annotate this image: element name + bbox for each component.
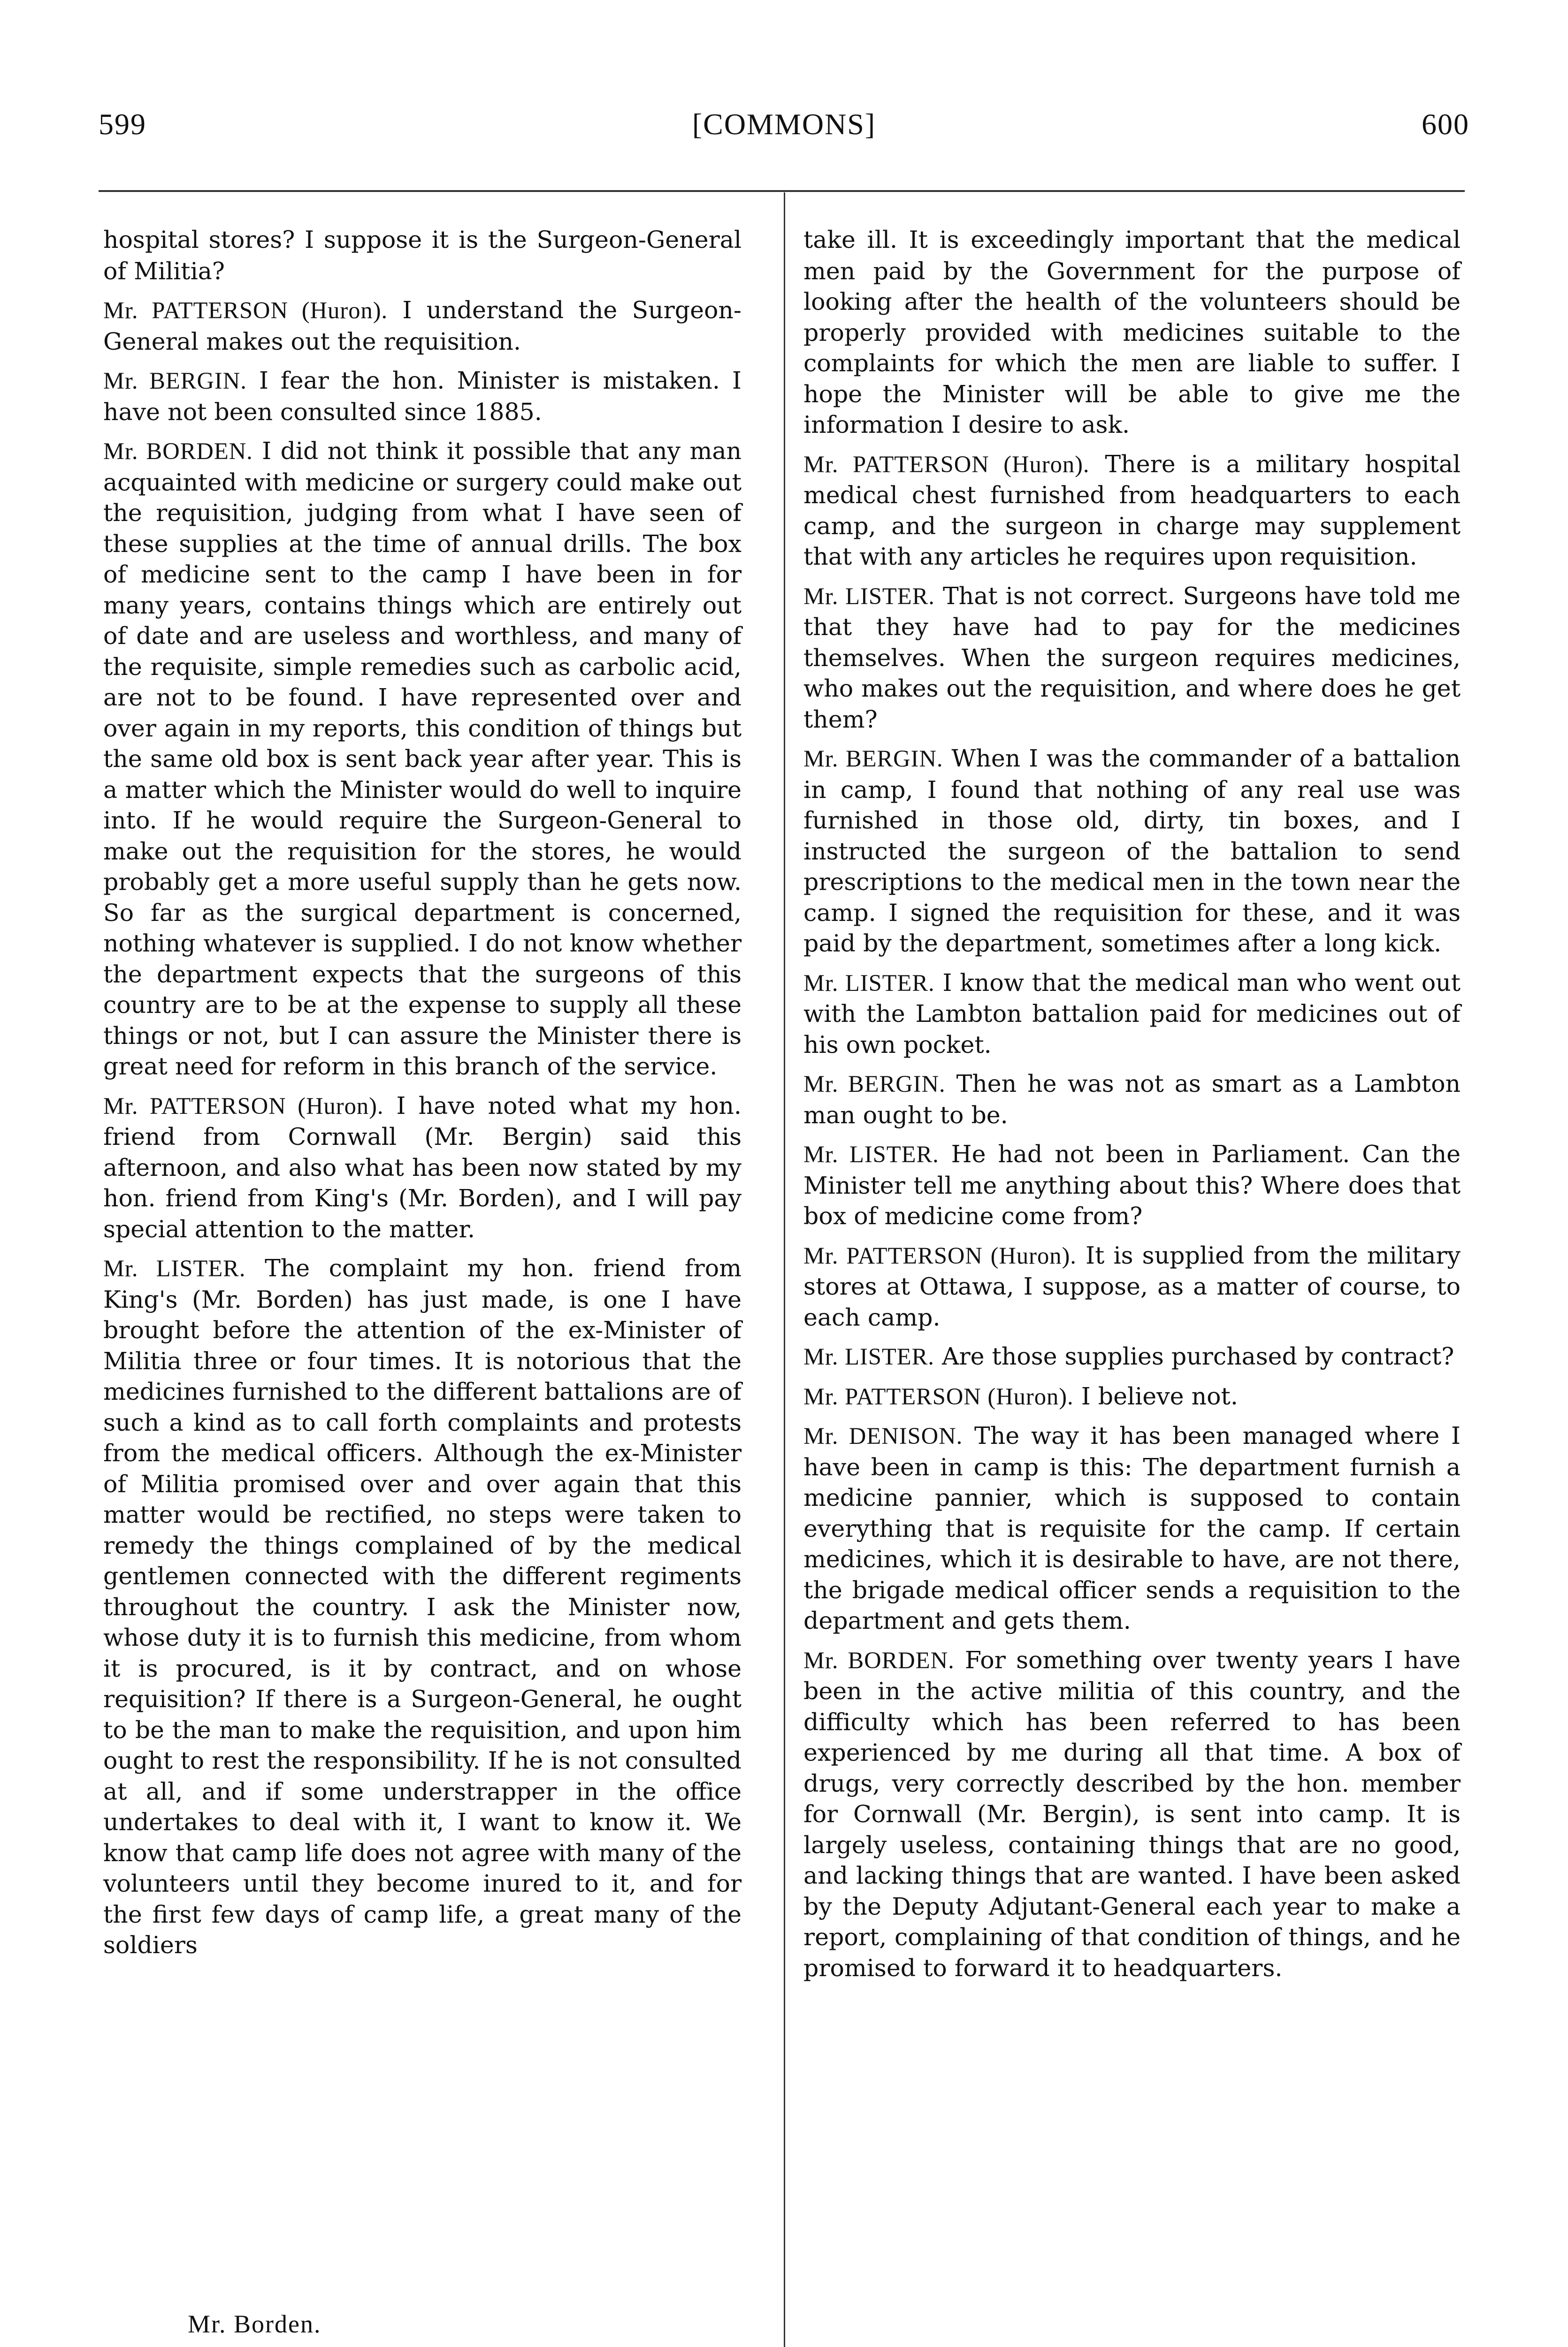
header-rule	[99, 190, 1465, 192]
paragraph-text: For something over twenty years I have been in the active militia of this country, and the difficulty which has been referred to has been experienced by me during all that time. A box of drugs, very correctly described by the hon. member for Cornwall (Mr. Bergin), is sent into camp. It is largely useless, containing things that are no good, and lacking things that are wanted. I have been asked by the Deputy Adjutant-General each year to make a report, complaining of that condition of things, and he promised to forward it to headquarters.	[803, 1646, 1461, 1982]
paragraph	[103, 436, 742, 1082]
paragraph-text: It is supplied from the military stores at Ottawa, I suppose, as a matter of course, to each camp.	[803, 1241, 1461, 1331]
paragraph-text: I believe not.	[1073, 1382, 1238, 1410]
speaker-name: Mr. PATTERSON (Huron).	[103, 297, 388, 323]
right-column	[803, 224, 1461, 1992]
page-number-right: 600	[1422, 107, 1469, 141]
paragraph	[103, 295, 742, 357]
speaker-name: Mr. BERGIN.	[803, 1071, 946, 1097]
paragraph-text: There is a military hospital medical chest furnished from headquarters to each camp, and the surgeon in charge may supplement that with any articles he requires upon requisition.	[803, 450, 1461, 570]
paragraph-text: I did not think it possible that any man acquainted with medicine or surgery could make out the requisition, judging from what I have seen of these supplies at the time of annual drills. The box of medicine sent to the camp I have been in for many years, contains things which are entirely out of date and are useless and worthless, and many of the requisite, simple remedies such as carbolic acid, are not to be found. I have represented over and over again in my reports, this condition of things but the same old box is sent back year after year. This is a matter which the Minister would do well to inquire into. If he would require the Surgeon-General to make out the requisition for the stores, he would probably get a more useful supply than he gets now. So far as the surgical department is concerned, nothing whatever is supplied. I do not know whether the department expects that the surgeons of this country are to be at the expense to supply all these things or not, but I can assure the Minister there is great need for reform in this branch of the service.	[103, 437, 742, 1080]
paragraph	[803, 581, 1461, 735]
footer-signature: Mr. Borden.	[188, 2310, 321, 2338]
speaker-name: Mr. LISTER.	[803, 1141, 939, 1167]
speaker-name: Mr. BORDEN.	[803, 1647, 955, 1673]
speaker-name: Mr. BORDEN.	[103, 438, 253, 464]
paragraph	[803, 1068, 1461, 1130]
speaker-name: Mr. PATTERSON (Huron).	[103, 1092, 384, 1119]
speaker-name: Mr. LISTER.	[803, 969, 935, 996]
paragraph-text: I know that the medical man who went out with the Lambton battalion paid for medicines out of his own pocket.	[803, 968, 1461, 1058]
paragraph-text: The way it has been managed where I have been in camp is this: The department furnish a medicine pannier, which is supposed to contain everything that is requisite for the camp. If certain medicines, which it is desirable to have, are not there, the brigade medical officer sends a requisition to the department and gets them.	[803, 1422, 1461, 1634]
paragraph-text: take ill. It is exceedingly important that the medical men paid by the Government for the purpose of looking after the health of the volunteers should be properly provided with medicines suitable to the complaints for which the men are liable to suffer. I hope the Minister will be able to give me the information I desire to ask.	[803, 226, 1461, 438]
paragraph	[803, 1645, 1461, 1984]
page-header	[99, 107, 1469, 159]
left-column	[103, 224, 742, 1969]
paragraph-text: The complaint my hon. friend from King's (Mr. Borden) has just made, is one I have brought before the attention of the ex-Minister of Militia three or four times. It is notorious that the medicines furnished to the different battalions are of such a kind as to call forth complaints and protests from the medical officers. Although the ex-Minister of Militia promised over and over again that this matter would be rectified, no steps were taken to remedy the things complained of by the medical gentlemen connected with the different regiments throughout the country. I ask the Minister now, whose duty it is to furnish this medicine, from whom it is procured, is it by contract, and on whose requisition? If there is a Surgeon-General, he ought to be the man to make the requisition, and upon him ought to rest the responsibility. If he is not consulted at all, and if some understrapper in the office undertakes to deal with it, I want to know it. We know that camp life does not agree with many of the volunteers until they become inured to it, and for the first few days of camp life, a great many of the soldiers	[103, 1254, 742, 1959]
paragraph-text: Then he was not as smart as a Lambton man ought to be.	[803, 1070, 1461, 1129]
paragraph-text: I have noted what my hon. friend from Cornwall (Mr. Bergin) said this afternoon, and also what has been now stated by my hon. friend from King's (Mr. Borden), and I will pay special attention to the matter.	[103, 1091, 742, 1243]
paragraph	[803, 1341, 1461, 1373]
speaker-name: Mr. PATTERSON (Huron).	[803, 1383, 1074, 1410]
paragraph	[103, 365, 742, 427]
paragraph	[103, 1090, 742, 1245]
paragraph-text: Are those supplies purchased by contract?	[934, 1342, 1454, 1370]
paragraph	[803, 449, 1461, 572]
speaker-name: Mr. PATTERSON (Huron).	[803, 451, 1090, 477]
paragraph	[803, 743, 1461, 959]
speaker-name: Mr. BERGIN.	[803, 745, 943, 772]
speaker-name: Mr. LISTER.	[803, 1343, 934, 1370]
paragraph	[803, 1240, 1461, 1333]
paragraph	[803, 1139, 1461, 1232]
paragraph-text: That is not correct. Surgeons have told me that they have had to pay for the medicines themselves. When the surgeon requires medicines, who makes out the requisition, and where does he get them?	[803, 582, 1461, 733]
paragraph	[803, 224, 1461, 440]
paragraph	[103, 1253, 742, 1961]
paragraph-text: I understand the Surgeon-General makes out the requisition.	[103, 296, 742, 355]
speaker-name: Mr. LISTER.	[103, 1255, 246, 1281]
paragraph-text: hospital stores? I suppose it is the Surgeon-General of Militia?	[103, 226, 742, 285]
paragraph-text: I fear the hon. Minister is mistaken. I have not been consulted since 1885.	[103, 367, 742, 426]
page-number-left: 599	[99, 107, 146, 141]
paragraph-text: When I was the commander of a battalion in camp, I found that nothing of any real use was furnished in those old, dirty, tin boxes, and I instructed the surgeon of the battalion to send prescriptions to the medical men in the town near the camp. I signed the requisition for these, and it was paid by the department, sometimes after a long kick.	[803, 744, 1461, 957]
header-title: [COMMONS]	[692, 107, 876, 141]
speaker-name: Mr. PATTERSON (Huron).	[803, 1242, 1077, 1269]
paragraph	[803, 1381, 1461, 1412]
speaker-name: Mr. BERGIN.	[103, 368, 247, 394]
speaker-name: Mr. DENISON.	[803, 1423, 963, 1449]
column-divider	[784, 192, 785, 2347]
paragraph	[803, 1420, 1461, 1636]
paragraph	[103, 224, 742, 286]
paragraph-text: He had not been in Parliament. Can the Minister tell me anything about this? Where does that box of medicine come from?	[803, 1140, 1461, 1230]
speaker-name: Mr. LISTER.	[803, 583, 935, 609]
paragraph	[803, 967, 1461, 1060]
